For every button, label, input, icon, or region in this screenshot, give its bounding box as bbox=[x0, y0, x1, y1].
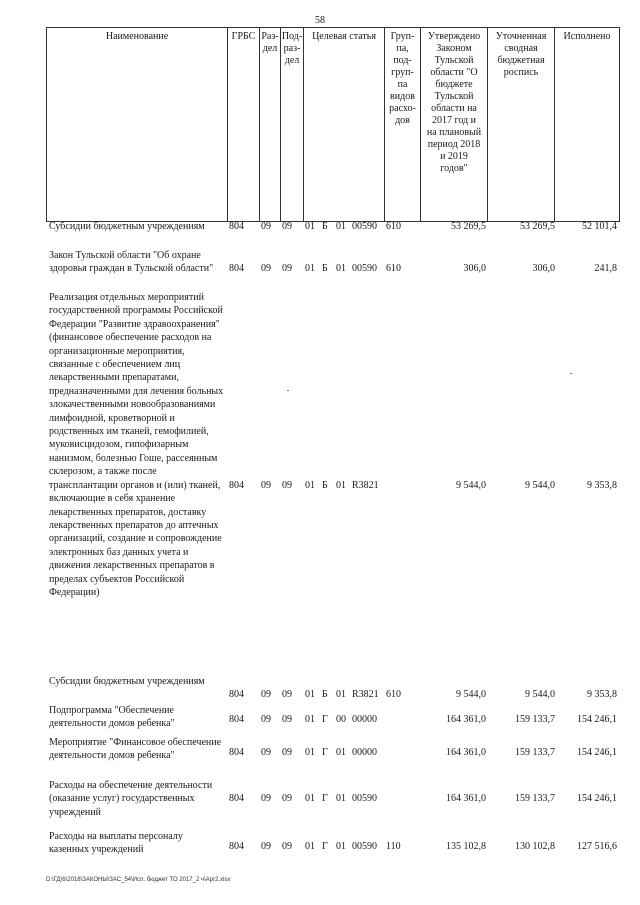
row-podrazdel: 09 bbox=[282, 714, 292, 725]
row-podrazdel: 09 bbox=[282, 689, 292, 700]
row-cs-program: 01 bbox=[305, 480, 315, 491]
row-cs-subprogram: Г bbox=[322, 793, 328, 804]
row-cs-direction: 00590 bbox=[352, 793, 377, 804]
row-cs-subprogram: Г bbox=[322, 714, 328, 725]
row-grbs: 804 bbox=[229, 689, 244, 700]
row-utoch: 9 544,0 bbox=[525, 689, 555, 700]
table-header bbox=[46, 27, 620, 222]
row-ispoln: 127 516,6 bbox=[577, 841, 617, 852]
row-podrazdel: 09 bbox=[282, 263, 292, 274]
row-grbs: 804 bbox=[229, 714, 244, 725]
row-utoch: 9 544,0 bbox=[525, 480, 555, 491]
row-cs-program: 01 bbox=[305, 793, 315, 804]
row-utoch: 159 133,7 bbox=[515, 714, 555, 725]
header-name: Наименование bbox=[46, 28, 227, 221]
row-utoch: 306,0 bbox=[532, 263, 555, 274]
row-vid: 110 bbox=[386, 841, 401, 852]
row-vid: 610 bbox=[386, 263, 401, 274]
row-utv: 164 361,0 bbox=[446, 714, 486, 725]
row-grbs: 804 bbox=[229, 480, 244, 491]
row-cs-event: 01 bbox=[336, 793, 346, 804]
row-cs-event: 01 bbox=[336, 263, 346, 274]
row-cs-event: 01 bbox=[336, 841, 346, 852]
row-ispoln: 52 101,4 bbox=[582, 221, 617, 232]
row-cs-subprogram: Г bbox=[322, 841, 328, 852]
row-cs-event: 01 bbox=[336, 747, 346, 758]
row-grbs: 804 bbox=[229, 747, 244, 758]
row-cs-subprogram: Б bbox=[322, 480, 328, 491]
row-razdel: 09 bbox=[261, 480, 271, 491]
row-cs-program: 01 bbox=[305, 689, 315, 700]
row-razdel: 09 bbox=[261, 841, 271, 852]
row-cs-program: 01 bbox=[305, 221, 315, 232]
row-cs-program: 01 bbox=[305, 263, 315, 274]
row-podrazdel: 09 bbox=[282, 793, 292, 804]
row-utv: 9 544,0 bbox=[456, 480, 486, 491]
row-ispoln: 154 246,1 bbox=[577, 714, 617, 725]
row-utv: 164 361,0 bbox=[446, 747, 486, 758]
row-cs-event: 01 bbox=[336, 221, 346, 232]
row-cs-direction: 00590 bbox=[352, 841, 377, 852]
row-name: Мероприятие "Финансовое обеспечение деятельности домов ребенка" bbox=[49, 737, 222, 762]
row-cs-direction: 00000 bbox=[352, 747, 377, 758]
row-cs-direction: 00590 bbox=[352, 221, 377, 232]
row-cs-direction: R3821 bbox=[352, 480, 379, 491]
row-razdel: 09 bbox=[261, 747, 271, 758]
row-cs-subprogram: Б bbox=[322, 221, 328, 232]
header-celevaya: Целевая статья bbox=[303, 28, 384, 221]
row-utoch: 53 269,5 bbox=[520, 221, 555, 232]
page-number: 58 bbox=[315, 15, 325, 26]
row-grbs: 804 bbox=[229, 841, 244, 852]
row-name: Расходы на выплаты персоналу казенных учреждений bbox=[49, 831, 183, 856]
header-vid: Груп- па, под- груп- па видов расхо- дов bbox=[384, 28, 420, 221]
row-utv: 306,0 bbox=[463, 263, 486, 274]
row-cs-event: 00 bbox=[336, 714, 346, 725]
row-utoch: 159 133,7 bbox=[515, 793, 555, 804]
row-grbs: 804 bbox=[229, 263, 244, 274]
row-podrazdel: 09 bbox=[282, 747, 292, 758]
row-cs-program: 01 bbox=[305, 714, 315, 725]
row-cs-event: 01 bbox=[336, 689, 346, 700]
row-name: Расходы на обеспечение деятельности (оказание услуг) государственных учреждений bbox=[49, 780, 213, 818]
row-razdel: 09 bbox=[261, 221, 271, 232]
row-ispoln: 9 353,8 bbox=[587, 480, 617, 491]
file-path-footer: D:\ГД\6\2018\ЗАКОНЫ\ЗАС_54\Исп. бюджет ТО 2017_2 ч\Apr2.xlsx bbox=[46, 877, 231, 883]
row-name: Субсидии бюджетным учреждениям bbox=[49, 221, 205, 232]
header-ispoln: Исполнено bbox=[554, 28, 620, 221]
header-utoch: Уточненная сводная бюджетная роспись bbox=[487, 28, 554, 221]
row-utoch: 130 102,8 bbox=[515, 841, 555, 852]
row-cs-subprogram: Б bbox=[322, 263, 328, 274]
row-cs-program: 01 bbox=[305, 841, 315, 852]
row-vid: 610 bbox=[386, 689, 401, 700]
scan-speck bbox=[570, 373, 572, 374]
row-ispoln: 241,8 bbox=[594, 263, 617, 274]
row-name: Закон Тульской области "Об охране здоровья граждан в Тульской области" bbox=[49, 250, 214, 275]
row-razdel: 09 bbox=[261, 793, 271, 804]
row-name: Реализация отдельных мероприятий государственной программы Российской Федерации "Развитие здравоохранения" (финансовое обеспечение расходов на организационные мероприятия, связанные с обеспечением лиц лекарственными препаратами, предназначенными для лечения больных злокачественными новообразованиями лимфоидной, кроветворной и родственных им тканей, гемофилией, муковисцидозом, гипофизарным нанизмом, болезнью Гоше, рассеянным склерозом, а также после трансплантации органов и (или) тканей, включающие в себя хранение лекарственных препаратов, доставку лекарственных препаратов до аптечных организаций, создание и сопровождение электронных баз данных учета и движения лекарственных препаратов в пределах субъектов Российской Федерации) bbox=[49, 292, 224, 598]
scan-speck bbox=[287, 390, 289, 391]
row-name: Подпрограмма "Обеспечение деятельности домов ребенка" bbox=[49, 705, 175, 730]
row-utv: 135 102,8 bbox=[446, 841, 486, 852]
row-ispoln: 154 246,1 bbox=[577, 747, 617, 758]
row-grbs: 804 bbox=[229, 793, 244, 804]
row-name: Субсидии бюджетным учреждениям bbox=[49, 676, 205, 687]
row-cs-event: 01 bbox=[336, 480, 346, 491]
row-utv: 53 269,5 bbox=[451, 221, 486, 232]
row-cs-program: 01 bbox=[305, 747, 315, 758]
row-vid: 610 bbox=[386, 221, 401, 232]
row-utv: 9 544,0 bbox=[456, 689, 486, 700]
row-ispoln: 9 353,8 bbox=[587, 689, 617, 700]
row-razdel: 09 bbox=[261, 263, 271, 274]
row-razdel: 09 bbox=[261, 714, 271, 725]
row-razdel: 09 bbox=[261, 689, 271, 700]
row-cs-direction: R3821 bbox=[352, 689, 379, 700]
row-podrazdel: 09 bbox=[282, 221, 292, 232]
row-cs-direction: 00590 bbox=[352, 263, 377, 274]
header-utv: Утверждено Законом Тульской области "О бюджете Тульской области на 2017 год и на плановый период 2018 и 2019 годов" bbox=[420, 28, 487, 221]
row-cs-direction: 00000 bbox=[352, 714, 377, 725]
row-cs-subprogram: Б bbox=[322, 689, 328, 700]
row-cs-subprogram: Г bbox=[322, 747, 328, 758]
row-grbs: 804 bbox=[229, 221, 244, 232]
header-razdel: Раз- дел bbox=[259, 28, 280, 221]
row-podrazdel: 09 bbox=[282, 480, 292, 491]
row-podrazdel: 09 bbox=[282, 841, 292, 852]
row-ispoln: 154 246,1 bbox=[577, 793, 617, 804]
row-utoch: 159 133,7 bbox=[515, 747, 555, 758]
header-podrazdel: Под- раз- дел bbox=[280, 28, 303, 221]
row-utv: 164 361,0 bbox=[446, 793, 486, 804]
header-grbs: ГРБС bbox=[227, 28, 259, 221]
